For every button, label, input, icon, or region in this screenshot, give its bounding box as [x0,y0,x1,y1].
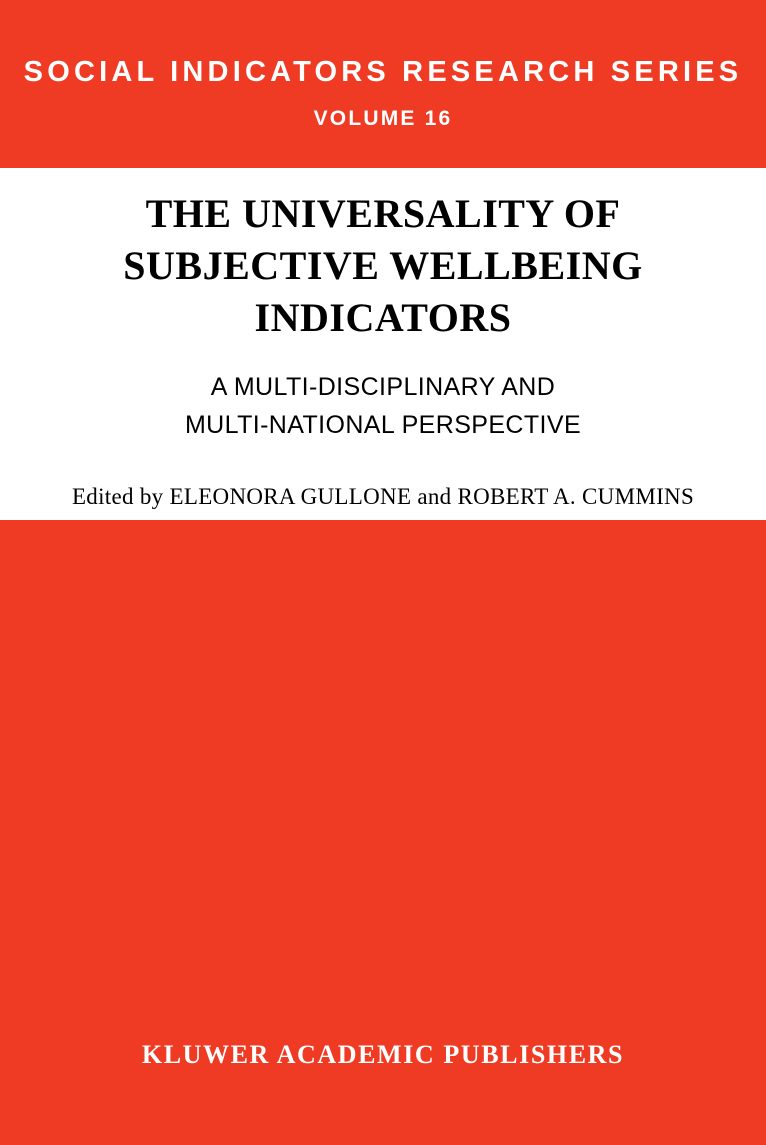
series-volume: VOLUME 16 [313,107,453,130]
book-title-line-2: SUBJECTIVE WELLBEING [123,243,643,288]
book-subtitle [53,368,713,444]
book-subtitle-line-1: A MULTI-DISCIPLINARY AND [210,373,556,401]
book-title [53,188,713,344]
publisher-name: KLUWER ACADEMIC PUBLISHERS [141,1040,625,1069]
book-subtitle-line-2: MULTI-NATIONAL PERSPECTIVE [184,411,582,439]
series-band [0,0,766,168]
book-title-line-1: THE UNIVERSALITY OF [145,191,621,236]
series-title: SOCIAL INDICATORS RESEARCH SERIES [23,56,743,88]
book-editors: Edited by ELEONORA GULLONE and ROBERT A. CUMMINS [71,484,695,509]
title-panel [0,168,766,520]
book-title-line-3: INDICATORS [254,295,512,340]
